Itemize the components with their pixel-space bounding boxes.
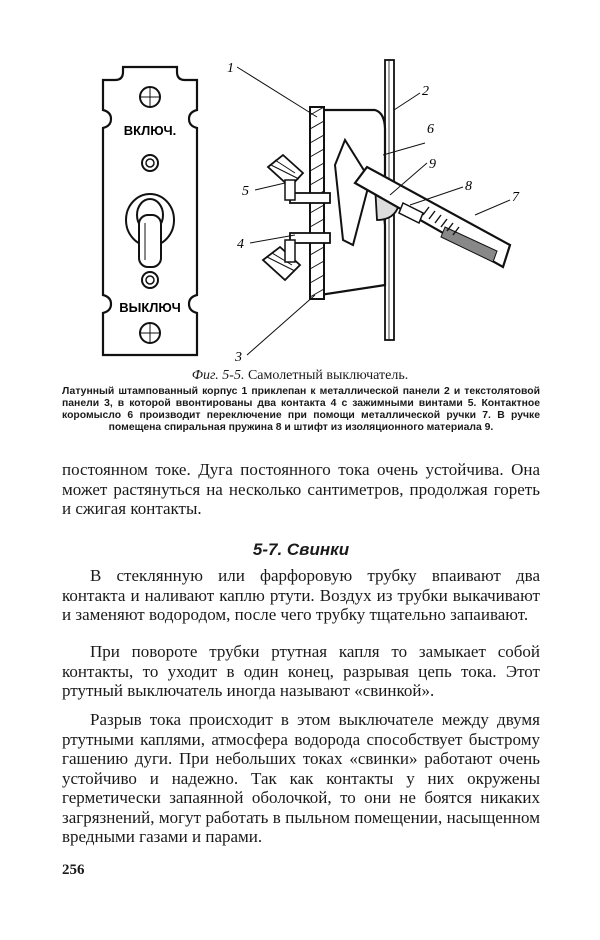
figure-caption-text: Латунный штампованный корпус 1 приклепан к металлической панели 2 и текстолятовой панели 3, в которой ввонтированы два контакта 4 с зажимными винтами 5. Контактное коромысло 6 производит переключение при помощи металлической ручки 7. В ручке помещена спиральная пружина 8 и штифт из изоляционного материала 9. xyxy=(62,386,540,433)
plate-label-on: ВКЛЮЧ. xyxy=(123,123,177,138)
figure-caption-number: Фиг. 5-5. xyxy=(191,368,245,383)
section-heading: 5-7. Свинки xyxy=(252,540,350,559)
part-number-3: 3 xyxy=(235,350,242,365)
page-number: 256 xyxy=(62,862,85,878)
figure-caption-title xyxy=(60,368,540,384)
part-number-5: 5 xyxy=(242,184,249,199)
part-number-6: 6 xyxy=(427,122,434,137)
part-number-1: 1 xyxy=(227,61,234,76)
paragraph-3: Разрыв тока происходит в этом выключателе между двумя ртутными каплями, атмосфера водорода способствует быстрому гашению дуги. При небольших токах «свинки» работают очень устойчиво и надежно. Так как контакты у них окружены герметически запаянной оболочкой, то они не боятся никаких загрязнений, могут работать в пыльном помещении, насыщенном вредными газами и парами. xyxy=(62,710,540,846)
paragraph-1: В стеклянную или фарфоровую трубку впаивают два контакта и наливают каплю ртути. Воздух из трубки выкачивают и заменяют водородом, после чего трубку тщательно запаивают. xyxy=(62,566,540,624)
part-number-2: 2 xyxy=(422,84,429,99)
mounting-plate xyxy=(103,67,197,355)
paragraph-continued: постоянном токе. Дуга постоянного тока очень устойчива. Она может растянуться на несколько сантиметров, продолжая гореть и сжигая контакты. xyxy=(62,460,540,518)
switch-cross-section xyxy=(227,60,520,365)
paragraph-2: При повороте трубки ртутная капля то замыкает собой контакты, то уходит в один конец, разрывая цепь тока. Этот ртутный выключатель иногда называют «свинкой». xyxy=(62,642,540,700)
part-number-8: 8 xyxy=(465,179,472,194)
figure-caption-name: Самолетный выключатель. xyxy=(247,368,409,383)
plate-label-off: ВЫКЛЮЧ xyxy=(119,300,181,315)
part-number-4: 4 xyxy=(237,237,244,252)
part-number-9: 9 xyxy=(429,157,436,172)
switch-figure xyxy=(85,55,555,375)
part-number-7: 7 xyxy=(512,190,519,205)
